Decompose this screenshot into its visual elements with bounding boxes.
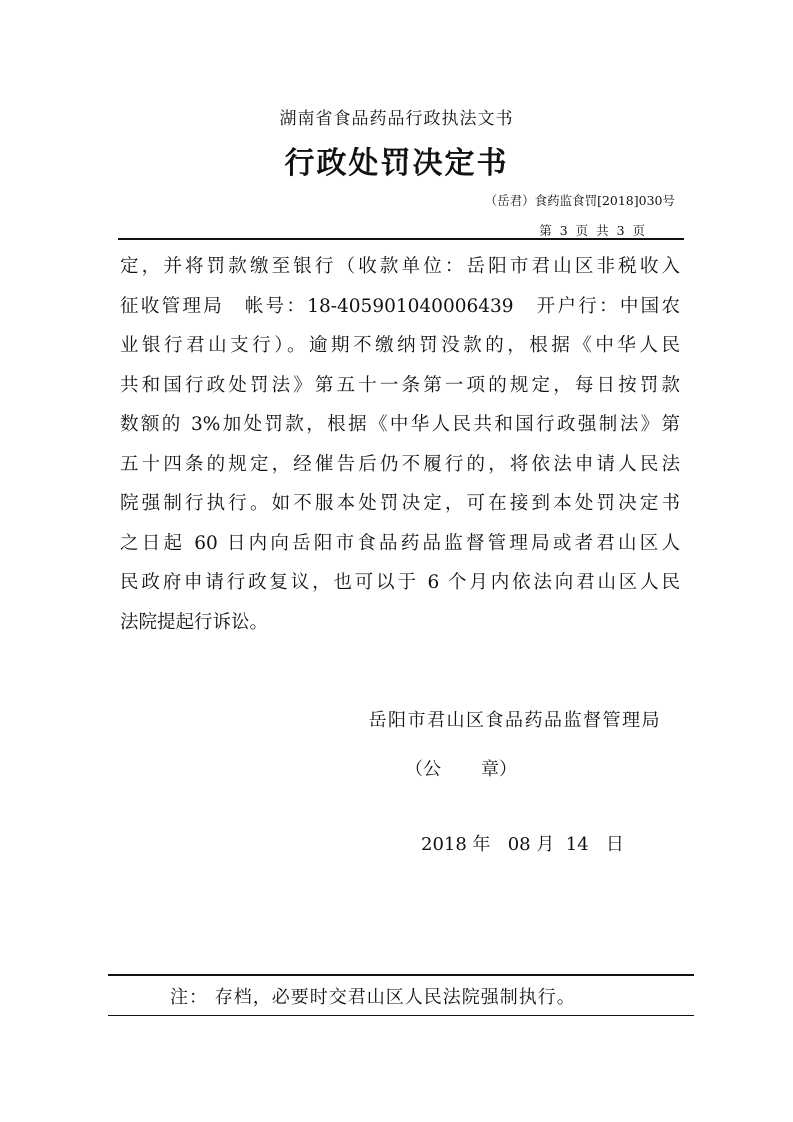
header-divider	[118, 238, 684, 240]
document-number: （岳君）食药监食罚[2018]030号	[484, 193, 675, 208]
issuing-authority: 岳阳市君山区食品药品监督管理局	[368, 710, 661, 731]
page-indicator: 第 3 页 共 3 页	[539, 223, 645, 238]
document-title: 行政处罚决定书	[284, 146, 509, 181]
body-line: 数额的 3%加处罚款，根据《中华人民共和国行政强制法》第	[120, 414, 680, 435]
seal-label	[405, 755, 517, 781]
footer-note: 注： 存档，必要时交君山区人民法院强制执行。	[170, 987, 576, 1008]
body-line: 征收管理局 帐号：18-405901040006439 开户行：中国农	[120, 295, 680, 317]
body-line: 院强制行执行。如不服本处罚决定，可在接到本处罚决定书	[120, 493, 680, 514]
seal-label-close: 章）	[481, 759, 517, 780]
body-line: 五十四条的规定，经催告后仍不履行的，将依法申请人民法	[120, 453, 680, 475]
body-line: 业银行君山支行）。逾期不缴纳罚没款的，根据《中华人民	[120, 335, 680, 356]
decision-body-text	[120, 247, 680, 642]
body-line: 法院提起行诉讼。	[120, 611, 269, 633]
body-line: 定，并将罚款缴至银行（收款单位：岳阳市君山区非税收入	[120, 256, 680, 277]
document-org-line: 湖南省食品药品行政执法文书	[279, 109, 514, 129]
issue-date: 2018 年 08 月 14 日	[421, 834, 624, 855]
body-line: 民政府申请行政复议，也可以于 6 个月内依法向君山区人民	[120, 572, 680, 593]
body-line: 共和国行政处罚法》第五十一条第一项的规定，每日按罚款	[120, 374, 680, 396]
body-line: 之日起 60 日内向岳阳市食品药品监督管理局或者君山区人	[120, 532, 680, 554]
note-divider-top	[108, 974, 694, 976]
seal-label-open: （公	[405, 759, 441, 780]
note-divider-bottom	[108, 1015, 694, 1016]
